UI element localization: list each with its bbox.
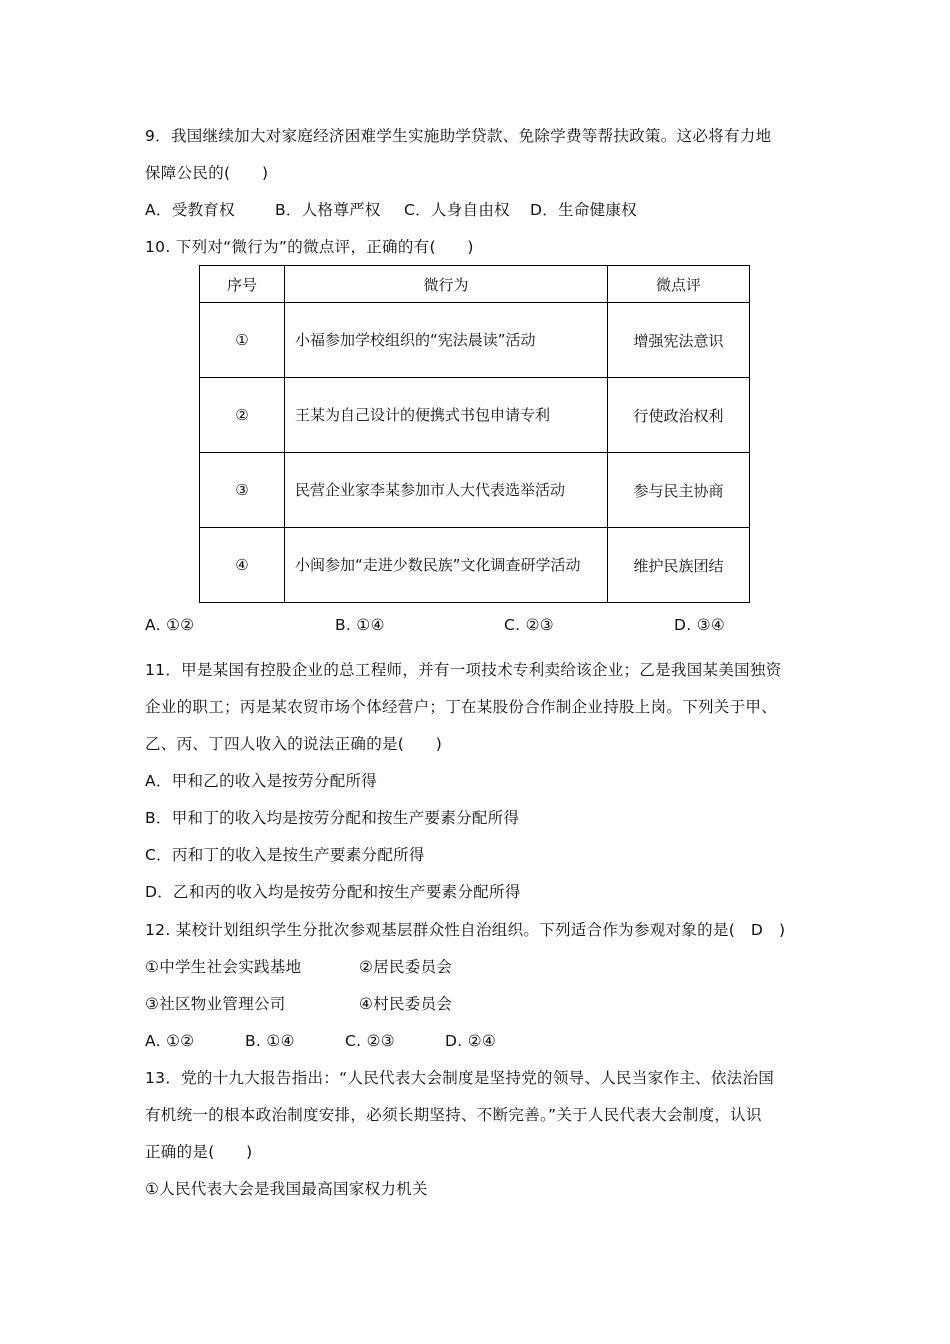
row-comment: 参与民主协商	[608, 453, 750, 528]
q11-option-b: B．甲和丁的收入均是按劳分配和按生产要素分配所得	[145, 809, 520, 827]
q9-stem-line2: 保障公民的( )	[145, 164, 269, 182]
q10-stem: 10. 下列对“微行为”的微点评，正确的有( )	[145, 238, 474, 256]
q12-option-d: D. ②④	[445, 1032, 497, 1050]
q13-stem-line1: 13．党的十九大报告指出：“人民代表大会制度是坚持党的领导、人民当家作主、依法治国	[145, 1069, 775, 1087]
q12-item-2: ②居民委员会	[359, 958, 453, 976]
q9-option-c: C．人身自由权	[404, 201, 510, 219]
table-row	[200, 378, 750, 453]
row-num: ②	[200, 378, 285, 453]
q10-table-header	[200, 266, 750, 303]
q10-header-action: 微行为	[285, 266, 608, 303]
table-row	[200, 453, 750, 528]
q13-stem-line3: 正确的是( )	[145, 1143, 253, 1161]
table-row	[200, 528, 750, 603]
q11-option-c: C．丙和丁的收入是按生产要素分配所得	[145, 846, 425, 864]
q12-option-c: C. ②③	[345, 1032, 395, 1050]
q12-item-1: ①中学生社会实践基地	[145, 958, 302, 976]
q13-item-1: ①人民代表大会是我国最高国家权力机关	[145, 1180, 428, 1198]
q12-stem: 12. 某校计划组织学生分批次参观基层群众性自治组织。下列适合作为参观对象的是( D )	[145, 921, 786, 939]
q9-option-b: B．人格尊严权	[275, 201, 381, 219]
q13-stem-line2: 有机统一的根本政治制度安排，必须长期坚持、不断完善。”关于人民代表大会制度，认识	[145, 1106, 762, 1124]
q9-stem-line1: 9．我国继续加大对家庭经济困难学生实施助学贷款、免除学费等帮扶政策。这必将有力地	[145, 127, 772, 145]
q10-header-num: 序号	[200, 266, 285, 303]
q11-option-a: A．甲和乙的收入是按劳分配所得	[145, 772, 378, 790]
row-action: 小闽参加“走进少数民族”文化调查研学活动	[285, 528, 608, 603]
row-action: 小福参加学校组织的“宪法晨读”活动	[285, 303, 608, 378]
row-num: ④	[200, 528, 285, 603]
row-num: ③	[200, 453, 285, 528]
row-comment: 增强宪法意识	[608, 303, 750, 378]
q11-stem-line2: 企业的职工；丙是某农贸市场个体经营户；丁在某股份合作制企业持股上岗。下列关于甲、	[145, 698, 778, 716]
q12-item-3: ③社区物业管理公司	[145, 995, 286, 1013]
row-comment: 行使政治权利	[608, 378, 750, 453]
q10-option-a: A. ①②	[145, 616, 195, 634]
row-num: ①	[200, 303, 285, 378]
q9-option-a: A．受教育权	[145, 201, 235, 219]
q11-stem-line3: 乙、丙、丁四人收入的说法正确的是( )	[145, 735, 443, 753]
q12-item-4: ④村民委员会	[359, 995, 453, 1013]
q11-option-d: D．乙和丙的收入均是按劳分配和按生产要素分配所得	[145, 883, 521, 901]
q12-option-b: B. ①④	[245, 1032, 295, 1050]
q10-table	[199, 265, 750, 603]
q12-option-a: A. ①②	[145, 1032, 195, 1050]
q11-stem-line1: 11．甲是某国有控股企业的总工程师，并有一项技术专利卖给该企业；乙是我国某美国独资	[145, 661, 782, 679]
row-action: 王某为自己设计的便携式书包申请专利	[285, 378, 608, 453]
q9-option-d: D．生命健康权	[530, 201, 638, 219]
row-comment: 维护民族团结	[608, 528, 750, 603]
row-action: 民营企业家李某参加市人大代表选举活动	[285, 453, 608, 528]
q10-header-comment: 微点评	[608, 266, 750, 303]
table-row	[200, 303, 750, 378]
q10-option-b: B. ①④	[335, 616, 385, 634]
q10-option-d: D. ③④	[674, 616, 726, 634]
q10-option-c: C. ②③	[504, 616, 554, 634]
